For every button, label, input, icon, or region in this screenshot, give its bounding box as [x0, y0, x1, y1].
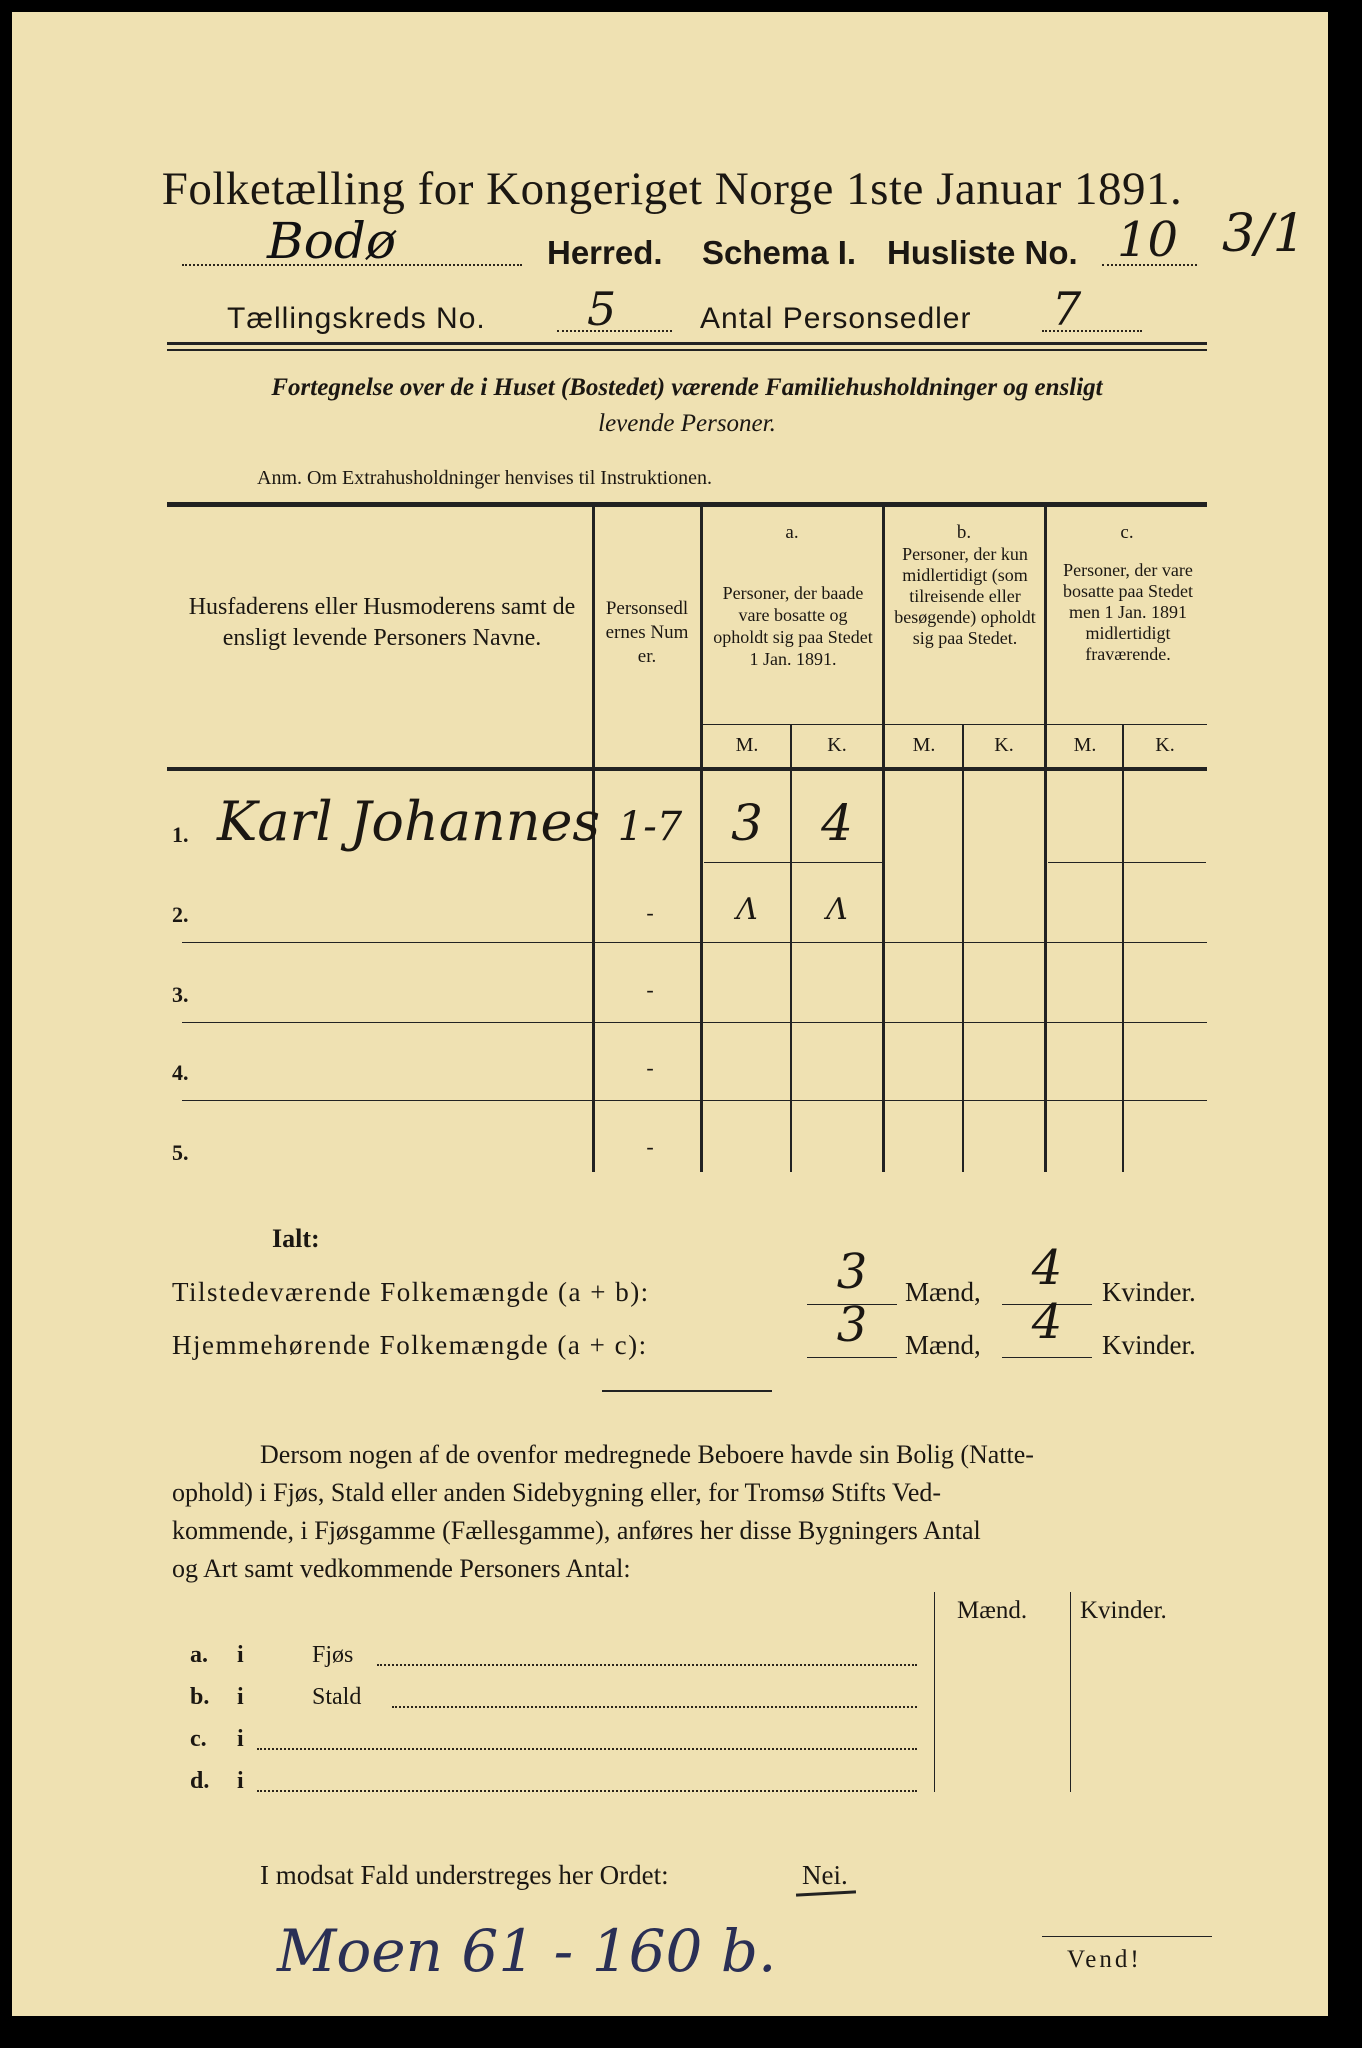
- row-5-num: -: [646, 1134, 654, 1159]
- vend-label: Vend!: [1067, 1946, 1142, 1973]
- row-2-num: -: [646, 900, 654, 925]
- col-b-header: Personer, der kun midlertidigt (som tilreisende eller besøgende) opholdt sig paa Stedet.: [894, 544, 1036, 648]
- build-row-a-i: i: [237, 1642, 244, 1668]
- row-2-rule: [182, 942, 1207, 943]
- row-1-rule-a: [704, 862, 882, 863]
- mk-rule-a: [702, 724, 884, 725]
- mk-rule-b: [884, 724, 1046, 725]
- build-row-d-dots: [257, 1790, 917, 1792]
- c-k-label: K.: [1155, 734, 1175, 756]
- subtitle-line2: levende Personer.: [598, 410, 776, 437]
- husliste-label: Husliste No.: [887, 234, 1078, 271]
- row-5-no: 5.: [172, 1140, 189, 1165]
- a-m-label: M.: [735, 734, 759, 756]
- a-k-label: K.: [827, 734, 847, 756]
- row-2-no: 2.: [172, 902, 189, 927]
- col-divider-a-mk: [790, 725, 792, 1172]
- archive-signature: Moen 61 - 160 b.: [277, 1917, 777, 1985]
- row-1-a-k: 4: [821, 794, 853, 852]
- tilstede-maend: Mænd,: [905, 1277, 981, 1307]
- build-divider-2: [1070, 1592, 1071, 1792]
- ialt-label: Ialt:: [272, 1224, 320, 1253]
- build-row-b-letter: b.: [190, 1684, 210, 1710]
- form-title: Folketælling for Kongeriget Norge 1ste Januar 1891.: [161, 163, 1183, 215]
- hjemme-label: Hjemmehørende Folkemængde (a + c):: [172, 1330, 648, 1360]
- col-num-header: Personsedlernes Numer.: [605, 598, 689, 667]
- schema-label: Schema I.: [702, 234, 857, 271]
- col-b-letter: b.: [956, 522, 972, 543]
- col-a-letter: a.: [785, 522, 799, 543]
- tilstede-label: Tilstedeværende Folkemængde (a + b):: [172, 1277, 650, 1307]
- antal-label: Antal Personsedler: [700, 302, 972, 335]
- herred-value: Bodø: [267, 212, 396, 270]
- header-rule-bottom: [167, 349, 1207, 351]
- col-divider-b-mk: [962, 725, 964, 1172]
- antal-value: 7: [1052, 282, 1082, 336]
- row-4-rule: [182, 1100, 1207, 1101]
- build-col-kvinder: Kvinder.: [1080, 1597, 1167, 1624]
- table-header-rule: [167, 767, 1207, 771]
- nei-word: Nei.: [802, 1860, 848, 1890]
- row-1-rule-c: [1048, 862, 1206, 863]
- col-divider-a: [882, 507, 885, 1172]
- subtitle-line1: Fortegnelse over de i Huset (Bostedet) værende Familiehusholdninger og ensligt: [271, 374, 1103, 401]
- build-row-a-dots: [377, 1664, 917, 1666]
- para-line4: og Art samt vedkommende Personers Antal:: [172, 1554, 631, 1583]
- c-m-label: M.: [1073, 734, 1097, 756]
- build-row-b-label: Stald: [312, 1684, 362, 1710]
- build-row-a-letter: a.: [190, 1642, 208, 1668]
- anm-note: Anm. Om Extrahusholdninger henvises til Instruktionen.: [257, 467, 712, 489]
- build-col-maend: Mænd.: [957, 1597, 1028, 1624]
- hjemme-kvinder: Kvinder.: [1102, 1330, 1196, 1360]
- vend-rule: [1042, 1936, 1212, 1937]
- row-3-num: -: [646, 977, 654, 1002]
- build-row-c-i: i: [237, 1726, 244, 1752]
- b-m-label: M.: [912, 734, 936, 756]
- col-c-letter: c.: [1120, 522, 1134, 543]
- hjemme-maend: Mænd,: [905, 1330, 981, 1360]
- col-divider-num: [700, 507, 703, 1172]
- row-1-no: 1.: [172, 822, 189, 847]
- row-3-no: 3.: [172, 982, 189, 1007]
- herred-label: Herred.: [547, 234, 663, 271]
- hjemme-m-line: [807, 1357, 897, 1358]
- build-row-d-i: i: [237, 1768, 244, 1794]
- tilstede-m: 3: [836, 1244, 868, 1300]
- col-divider-b: [1044, 507, 1047, 1172]
- row-2-a-k: Λ: [826, 892, 848, 927]
- husliste-value: 10: [1117, 212, 1179, 268]
- para-line2: ophold) i Fjøs, Stald eller anden Sidebygning eller, for Tromsø Stifts Ved-: [172, 1478, 942, 1507]
- row-1-a-m: 3: [731, 794, 763, 852]
- build-row-d-letter: d.: [190, 1768, 210, 1794]
- build-row-a-label: Fjøs: [312, 1642, 354, 1668]
- build-divider-1: [934, 1592, 935, 1792]
- row-1-num: 1-7: [617, 804, 683, 850]
- row-3-rule: [182, 1022, 1207, 1023]
- corner-note: 3/1: [1222, 204, 1306, 264]
- tilstede-k: 4: [1031, 1240, 1063, 1296]
- para-line1: Dersom nogen af de ovenfor medregnede Beboere havde sin Bolig (Natte-: [260, 1440, 1034, 1469]
- para-line3: kommende, i Fjøsgamme (Fællesgamme), anføres her disse Bygningers Antal: [172, 1516, 981, 1545]
- header-rule-top: [167, 342, 1207, 345]
- row-4-num: -: [646, 1055, 654, 1080]
- row-4-no: 4.: [172, 1060, 189, 1085]
- build-row-b-dots: [392, 1706, 917, 1708]
- kreds-label: Tællingskreds No.: [227, 302, 486, 335]
- b-k-label: K.: [994, 734, 1014, 756]
- modsat-label: I modsat Fald understreges her Ordet:: [260, 1860, 669, 1890]
- nei-underline: [796, 1890, 856, 1896]
- census-form-page: [12, 12, 1328, 2016]
- mk-rule-c: [1046, 724, 1207, 725]
- hjemme-m: 3: [836, 1297, 868, 1353]
- col-name-header: Husfaderens eller Husmoderens samt de ensligt levende Personers Navne.: [188, 594, 576, 651]
- kreds-value: 5: [587, 282, 617, 336]
- section-separator: [602, 1390, 772, 1392]
- col-c-header: Personer, der vare bosatte paa Stedet men 1 Jan. 1891 midlertidigt fraværende.: [1063, 560, 1193, 664]
- hjemme-k-line: [1002, 1357, 1092, 1358]
- row-1-name: Karl Johannes: [217, 790, 601, 853]
- build-row-b-i: i: [237, 1684, 244, 1710]
- table-top-rule: [167, 502, 1207, 507]
- tilstede-kvinder: Kvinder.: [1102, 1277, 1196, 1307]
- col-divider-c-mk: [1122, 725, 1124, 1172]
- hjemme-k: 4: [1031, 1294, 1063, 1350]
- build-row-c-dots: [257, 1748, 917, 1750]
- build-row-c-letter: c.: [190, 1726, 207, 1752]
- row-2-a-m: Λ: [736, 892, 758, 927]
- col-a-header: Personer, der baade vare bosatte og opholdt sig paa Stedet 1 Jan. 1891.: [713, 583, 873, 669]
